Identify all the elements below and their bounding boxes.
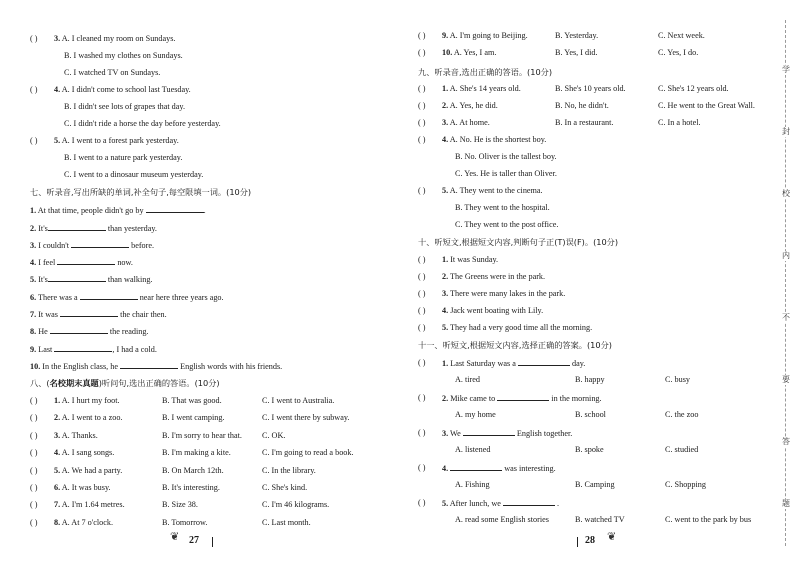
option-a: [442, 117, 490, 128]
statement: [442, 271, 545, 282]
option-a-text: A. I sang songs.: [61, 448, 115, 458]
question-number: 3.: [442, 118, 449, 127]
question-stem: [442, 357, 585, 369]
option-line: C. I watched TV on Sundays.: [64, 68, 161, 77]
answer-paren: ( ): [418, 118, 426, 127]
divider: [577, 537, 578, 547]
fill-item: 6. There was a near here three years ago.: [30, 293, 224, 302]
answer-paren: ( ): [418, 255, 426, 264]
option-line: 4. A. I didn't come to school last Tuesday.: [54, 85, 191, 94]
option-c: C. went to the park by bus: [665, 515, 752, 524]
option-c: C. She's 12 years old.: [658, 84, 729, 93]
answer-paren: ( ): [418, 48, 426, 57]
answer-paren: ( ): [418, 306, 426, 315]
answer-paren: ( ): [30, 483, 38, 492]
answer-paren: ( ): [418, 101, 426, 110]
option-line: B. I didn't see lots of grapes that day.: [64, 102, 186, 111]
question-stem: [442, 497, 559, 509]
option-c: C. studied: [665, 445, 699, 454]
option-a: [442, 30, 528, 41]
option-b: B. Tomorrow.: [162, 517, 208, 527]
question-number: 1.: [54, 396, 61, 405]
stem-pre: After lunch, we: [449, 499, 501, 508]
question-stem: [442, 462, 556, 474]
leaf-ornament-icon: ❦: [607, 531, 617, 543]
stem-post: day.: [572, 359, 586, 368]
right-page: [400, 0, 772, 566]
option-c: C. Next week.: [658, 31, 705, 40]
binding-margin: [772, 0, 800, 566]
option-a-text: A. Yes, I am.: [453, 48, 497, 57]
option-line: B. No. Oliver is the tallest boy.: [455, 152, 557, 161]
fill-item: 2. It's than yesterday.: [30, 224, 157, 233]
question-stem: [442, 392, 602, 404]
option-b: B. school: [575, 410, 606, 419]
option-a: [54, 517, 113, 528]
option-b: B. happy: [575, 375, 605, 384]
option-line: B. I washed my clothes on Sundays.: [64, 51, 183, 60]
option-a: [54, 395, 120, 406]
question-number: 2.: [442, 394, 449, 403]
option-a: [442, 47, 496, 58]
option-c: C. In a hotel.: [658, 118, 701, 127]
stem-pre: Last Saturday was a: [450, 359, 516, 368]
option-c: C. I went to Australia.: [262, 396, 335, 405]
binding-char: 校: [782, 189, 790, 198]
answer-paren: ( ): [30, 136, 38, 145]
binding-char: 要: [782, 375, 790, 384]
option-b: B. spoke: [575, 445, 604, 454]
question-number: 1.: [442, 84, 449, 93]
answer-paren: ( ): [418, 498, 426, 507]
option-a-text: A. I'm 1.64 metres.: [61, 500, 125, 510]
question-number: 3.: [54, 430, 61, 440]
option-a-text: A. I hurt my foot.: [61, 396, 120, 405]
option-a: [54, 482, 111, 493]
option-b: B. Camping: [575, 480, 615, 489]
answer-paren: ( ): [418, 135, 426, 144]
option-b: B. That was good.: [162, 396, 222, 405]
option-b: B. In a restaurant.: [555, 118, 614, 127]
fill-item: 9. Last , I had a cold.: [30, 345, 157, 354]
option-line: 4. A. No. He is the shortest boy.: [442, 135, 547, 144]
fill-item: 10. In the English class, he English words with his friends.: [30, 362, 283, 371]
question-number: 9.: [442, 31, 449, 40]
option-c: C. I went there by subway.: [262, 413, 350, 423]
stem-pre: We: [450, 429, 461, 438]
answer-blank: [463, 427, 515, 436]
option-a: A. read some English stories: [455, 515, 549, 524]
fill-item: 4. I feel now.: [30, 258, 133, 267]
fill-item: 7. It was the chair then.: [30, 310, 167, 319]
stem-post: in the morning.: [551, 394, 602, 403]
answer-paren: ( ): [418, 358, 426, 367]
option-c: C. Yes, I do.: [658, 48, 699, 57]
option-line: C. They went to the post office.: [455, 220, 559, 229]
fill-item: 8. He the reading.: [30, 327, 149, 336]
option-b: B. On March 12th.: [162, 465, 224, 475]
option-line: 3. A. I cleaned my room on Sundays.: [54, 34, 176, 43]
question-number: 2.: [442, 272, 449, 281]
option-line: 5. A. They went to the cinema.: [442, 186, 543, 195]
option-b: B. watched TV: [575, 515, 625, 524]
option-c: C. In the library.: [262, 465, 316, 475]
section-title: 十一、听短文,根据短文内容,选择正确的答案。(10分): [418, 340, 612, 350]
fill-item: 3. I couldn't before.: [30, 241, 155, 250]
answer-paren: ( ): [30, 85, 38, 94]
option-line: B. I went to a nature park yesterday.: [64, 153, 183, 162]
cut-line: [785, 20, 786, 546]
option-a-text: A. Thanks.: [61, 430, 98, 440]
stem-post: was interesting.: [504, 464, 556, 473]
question-number: 2.: [54, 413, 61, 423]
option-a-text: A. It was busy.: [61, 483, 111, 492]
option-a-text: A. She's 14 years old.: [449, 84, 521, 93]
answer-paren: ( ): [30, 448, 38, 458]
answer-blank: [497, 392, 549, 401]
question-number: 3.: [442, 429, 449, 438]
statement-text: There were many lakes in the park.: [450, 289, 566, 298]
question-stem: [442, 427, 572, 439]
option-line: B. They went to the hospital.: [455, 203, 550, 212]
option-line: C. Yes. He is taller than Oliver.: [455, 169, 557, 178]
answer-paren: ( ): [418, 84, 426, 93]
binding-char: 内: [782, 251, 790, 260]
stem-post: .: [557, 499, 560, 508]
answer-paren: ( ): [418, 289, 426, 298]
divider: [212, 537, 213, 547]
binding-char: 封: [782, 127, 790, 136]
section-title: 十、听短文,根据短文内容,判断句子正(T)误(F)。(10分): [418, 237, 619, 247]
page-number: 28: [585, 535, 595, 546]
option-b: B. It's interesting.: [162, 483, 220, 492]
binding-char: 题: [782, 499, 790, 508]
option-c: C. OK.: [262, 430, 286, 440]
fill-item: 5. It's than walking.: [30, 275, 153, 284]
option-c: C. I'm 46 kilograms.: [262, 500, 330, 510]
answer-paren: ( ): [30, 396, 38, 405]
stem-post: English together.: [516, 429, 573, 438]
option-a: A. my home: [455, 410, 496, 419]
answer-paren: ( ): [30, 517, 38, 527]
question-number: 4.: [54, 448, 61, 458]
option-b: B. Yesterday.: [555, 31, 599, 40]
question-number: 5.: [442, 323, 449, 332]
option-a-text: A. At 7 o'clock.: [61, 517, 114, 527]
question-number: 10.: [442, 48, 453, 57]
statement: [442, 254, 498, 265]
option-a: [54, 412, 122, 423]
question-number: 1.: [442, 359, 449, 368]
question-number: 1.: [442, 255, 449, 264]
option-c: C. busy: [665, 375, 691, 384]
option-a: A. tired: [455, 375, 481, 384]
question-number: 4.: [442, 306, 449, 315]
option-a-text: A. Yes, he did.: [449, 101, 498, 110]
binding-char: 学: [782, 65, 790, 74]
statement-text: Jack went boating with Lily.: [450, 306, 544, 315]
option-c: C. the zoo: [665, 410, 699, 419]
answer-blank: [450, 462, 502, 471]
section-title: 七、听录音,写出所缺的单词,补全句子,每空限填一词。(10分): [30, 187, 252, 197]
option-a: [442, 83, 521, 94]
answer-paren: ( ): [30, 34, 38, 43]
answer-paren: ( ): [418, 272, 426, 281]
statement: [442, 288, 565, 299]
answer-paren: ( ): [418, 31, 426, 40]
option-c: C. I'm going to read a book.: [262, 448, 354, 458]
option-b: B. No, he didn't.: [555, 101, 609, 110]
answer-paren: ( ): [418, 323, 426, 332]
option-b: B. I went camping.: [162, 413, 225, 423]
leaf-ornament-icon: ❦: [170, 531, 180, 543]
option-c: C. Last month.: [262, 517, 311, 527]
option-b: B. Yes, I did.: [555, 48, 598, 57]
statement-text: It was Sunday.: [450, 255, 499, 264]
question-number: 4.: [442, 464, 449, 473]
option-b: B. I'm sorry to hear that.: [162, 430, 242, 440]
binding-char: 不: [782, 313, 790, 322]
answer-paren: ( ): [418, 463, 426, 472]
option-c: C. Shopping: [665, 480, 706, 489]
option-a: [54, 499, 125, 510]
question-number: 3.: [442, 289, 449, 298]
option-b: B. She's 10 years old.: [555, 84, 626, 93]
question-number: 2.: [442, 101, 449, 110]
option-a: [442, 100, 498, 111]
question-number: 7.: [54, 500, 61, 510]
question-number: 8.: [54, 517, 61, 527]
statement: [442, 322, 592, 333]
fill-item: 1. At that time, people didn't go by .: [30, 206, 206, 215]
option-a: A. Fishing: [455, 480, 490, 489]
option-b: B. Size 38.: [162, 500, 198, 510]
question-number: 5.: [54, 465, 61, 475]
answer-paren: ( ): [418, 428, 426, 437]
option-a: [54, 430, 98, 441]
option-line: 5. A. I went to a forest park yesterday.: [54, 136, 179, 145]
question-number: 6.: [54, 483, 61, 492]
option-a-text: A. I'm going to Beijing.: [449, 31, 528, 40]
option-b: B. I'm making a kite.: [162, 448, 231, 458]
answer-paren: ( ): [30, 413, 38, 423]
statement-text: They had a very good time all the morning.: [450, 323, 593, 332]
answer-blank: [518, 357, 570, 366]
option-c: C. He went to the Great Wall.: [658, 101, 755, 110]
answer-paren: ( ): [30, 430, 38, 440]
answer-paren: ( ): [30, 500, 38, 510]
question-number: 5.: [442, 499, 449, 508]
section-title: 八、(名校期末真题)听问句,选出正确的答语。(10分): [30, 378, 220, 388]
option-a-text: A. We had a party.: [61, 465, 123, 475]
option-c: C. She's kind.: [262, 483, 308, 492]
option-a: A. listened: [455, 445, 491, 454]
option-a-text: A. I went to a zoo.: [61, 413, 123, 423]
binding-char: 答: [782, 437, 790, 446]
answer-paren: ( ): [418, 393, 426, 402]
stem-pre: Mike came to: [450, 394, 496, 403]
option-line: C. I didn't ride a horse the day before yesterday.: [64, 119, 221, 128]
statement-text: The Greens were in the park.: [450, 272, 546, 281]
option-a: [54, 465, 122, 476]
statement: [442, 305, 543, 316]
answer-blank: [503, 497, 555, 506]
option-line: C. I went to a dinosaur museum yesterday.: [64, 170, 204, 179]
answer-paren: ( ): [30, 465, 38, 475]
option-a-text: A. At home.: [449, 118, 490, 127]
answer-paren: ( ): [418, 186, 426, 195]
option-a: [54, 447, 114, 458]
page-number: 27: [189, 535, 199, 546]
section-title: 九、听录音,选出正确的答语。(10分): [418, 67, 553, 77]
